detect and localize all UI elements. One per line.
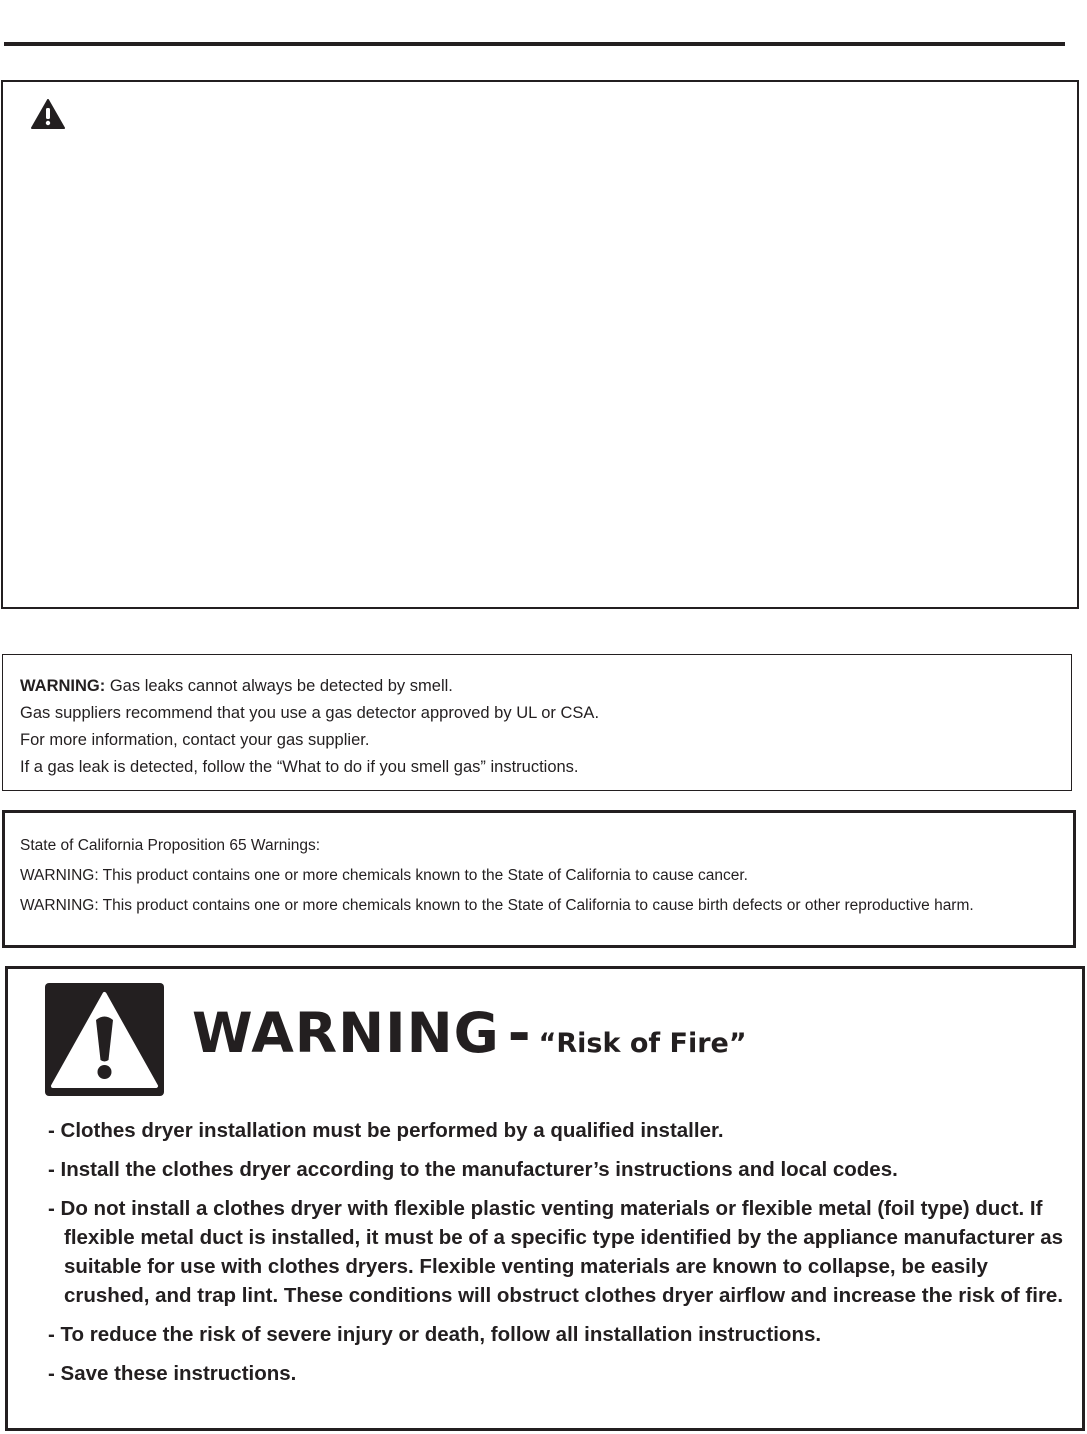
list-item: - Do not install a clothes dryer with flexible plastic venting materials or flexible metal (foil type) duct. If flexible metal duct is installed, it must be of a specific type identified by the appliance manufacturer as suitable for use with clothes dryers. Flexible venting materials are known to collapse, be easily crushed, and trap lint. These conditions will obstruct clothes dryer airflow and increase the risk of fire. [48,1197,1064,1307]
list-item: - To reduce the risk of severe injury or death, follow all installation instructions. [48,1323,822,1346]
top-rule [4,42,1065,46]
list-item: - Install the clothes dryer according to the manufacturer’s instructions and local codes. [48,1158,898,1181]
prop65-warning-reproductive: WARNING: This product contains one or more chemicals known to the State of California to cause birth defects or other reproductive harm. [20,897,974,914]
fire-warning-subtitle: “Risk of Fire” [538,1028,747,1059]
warning-triangle-icon [45,983,164,1096]
gas-warning-line-1: WARNING: Gas leaks cannot always be detected by smell. [20,677,453,695]
prop65-heading: State of California Proposition 65 Warnings: [20,837,321,854]
fire-warning-list [48,1116,1078,1398]
gas-warning-line-3: For more information, contact your gas supplier. [20,731,370,749]
warning-triangle-icon [31,99,65,129]
safety-notice-box [1,80,1079,609]
fire-warning-heading: WARNING [192,1001,500,1065]
fire-warning-title: WARNING - “Risk of Fire” [192,1001,747,1065]
gas-leak-warning-box [2,654,1072,791]
list-item: - Clothes dryer installation must be performed by a qualified installer. [48,1119,724,1142]
prop65-warning-cancer: WARNING: This product contains one or more chemicals known to the State of California to cause cancer. [20,867,748,884]
gas-warning-line-2: Gas suppliers recommend that you use a gas detector approved by UL or CSA. [20,704,600,722]
prop65-warning-box [2,810,1076,948]
gas-warning-label: WARNING: [20,677,106,695]
fire-warning-box [5,966,1085,1431]
gas-warning-line-4: If a gas leak is detected, follow the “What to do if you smell gas” instructions. [20,758,579,776]
list-item: - Save these instructions. [48,1362,297,1385]
